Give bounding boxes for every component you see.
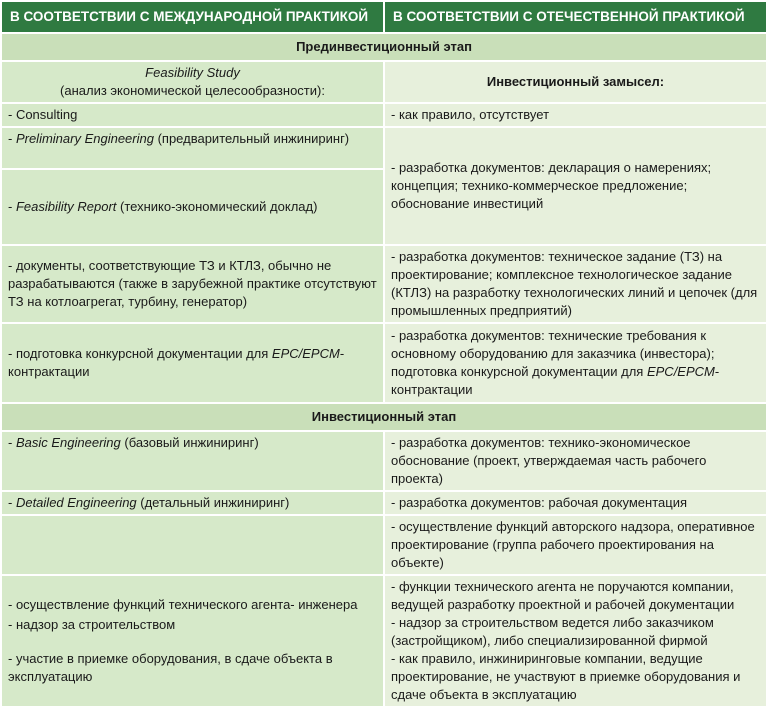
feasibility-report-term: Feasibility Report xyxy=(15,199,117,214)
section-investment: Инвестиционный этап xyxy=(1,403,766,431)
section-row-inv xyxy=(1,403,766,431)
dash: - xyxy=(8,495,16,510)
detailed-engineering-term: Detailed Engineering xyxy=(15,495,137,510)
basic-engineering-term: Basic Engineering xyxy=(15,435,121,450)
feasibility-study-cell xyxy=(1,61,384,103)
consulting-absent-cell: - как правило, отсутствует xyxy=(384,103,766,127)
dash: - xyxy=(8,199,16,214)
detailed-engineering-desc: (детальный инжиниринг) xyxy=(136,495,290,510)
tech-agent-right-cell xyxy=(384,575,766,707)
table-row xyxy=(1,515,766,575)
basic-engineering-desc: (базовый инжиниринг) xyxy=(120,435,259,450)
table-row xyxy=(1,245,766,323)
equipment-acceptance-right: - как правило, инжиниринговые компании, ведущие проектирование, не участвуют в приемке оборудования и сдаче объекта в эксплуатацию xyxy=(391,651,741,702)
table-row xyxy=(1,61,766,103)
table-row xyxy=(1,127,766,169)
header-row xyxy=(1,1,766,33)
tender-right-epc: EPC/EPCM xyxy=(646,364,715,379)
working-docs-cell: - разработка документов: рабочая документация xyxy=(384,491,766,515)
table-row xyxy=(1,323,766,403)
header-domestic: В СООТВЕТСТВИИ С ОТЕЧЕСТВЕННОЙ ПРАКТИКОЙ xyxy=(384,1,766,33)
table-row xyxy=(1,491,766,515)
tender-docs-left-cell xyxy=(1,323,384,403)
basic-engineering-cell xyxy=(1,431,384,491)
investment-concept-cell: Инвестиционный замысел: xyxy=(384,61,766,103)
tender-left-post: -контрактации xyxy=(8,346,345,379)
tech-agent-left: - осуществление функций технического агента- инженера xyxy=(8,597,358,612)
preliminary-engineering-cell xyxy=(1,127,384,169)
declaration-docs-cell: - разработка документов: декларация о намерениях; концепция; технико-коммерческое предложение; обоснование инвестиций xyxy=(384,127,766,245)
section-row-pre xyxy=(1,33,766,61)
tech-agent-right: - функции технического агента не поручаются компании, ведущей разработку проектной и рабочей документации xyxy=(391,579,735,612)
author-supervision-cell: - осуществление функций авторского надзора, оперативное проектирование (группа рабочего проектирования на объекте) xyxy=(384,515,766,575)
table-row xyxy=(1,575,766,707)
empty-left-cell xyxy=(1,515,384,575)
header-international: В СООТВЕТСТВИИ С МЕЖДУНАРОДНОЙ ПРАКТИКОЙ xyxy=(1,1,384,33)
preliminary-engineering-desc: (предварительный инжиниринг) xyxy=(153,131,350,146)
feasibility-docs-cell: - разработка документов: технико-экономическое обоснование (проект, утверждаемая часть рабочего проекта) xyxy=(384,431,766,491)
tz-ktlz-left-cell: - документы, соответствующие ТЗ и КТЛЗ, обычно не разрабатываются (также в зарубежной практике отсутствуют ТЗ на котлоагрегат, турбину, генератор) xyxy=(1,245,384,323)
table-row xyxy=(1,431,766,491)
dash: - xyxy=(8,435,16,450)
tech-agent-left-cell xyxy=(1,575,384,707)
construction-supervision-left: - надзор за строительством xyxy=(8,617,176,632)
equipment-acceptance-left: - участие в приемке оборудования, в сдаче объекта в эксплуатацию xyxy=(8,651,333,684)
feasibility-study-title: Feasibility Study xyxy=(145,65,240,80)
feasibility-report-desc: (технико-экономический доклад) xyxy=(116,199,318,214)
section-pre-investment: Прединвестиционный этап xyxy=(1,33,766,61)
tender-docs-right-cell xyxy=(384,323,766,403)
consulting-cell: - Consulting xyxy=(1,103,384,127)
preliminary-engineering-term: Preliminary Engineering xyxy=(15,131,154,146)
tz-ktlz-right-cell: - разработка документов: техническое задание (ТЗ) на проектирование; комплексное технологическое задание (КТЛЗ) на разработку технологических линий и цепочек (для промышленных предприятий) xyxy=(384,245,766,323)
dash: - xyxy=(8,131,16,146)
construction-supervision-right: - надзор за строительством ведется либо заказчиком (застройщиком), либо специализированной фирмой xyxy=(391,615,714,648)
feasibility-study-sub: (анализ экономической целесообразности): xyxy=(60,83,325,98)
tender-right-pre: - разработка документов: технические требования к основному оборудованию для заказчика (инвестора); подготовка конкурсной документации для xyxy=(391,328,715,379)
detailed-engineering-cell xyxy=(1,491,384,515)
tender-left-pre: - подготовка конкурсной документации для xyxy=(8,346,272,361)
feasibility-report-cell xyxy=(1,169,384,245)
table-row xyxy=(1,103,766,127)
tender-left-epc: EPC/EPCM xyxy=(271,346,340,361)
tender-right-post: -контрактации xyxy=(391,364,720,397)
